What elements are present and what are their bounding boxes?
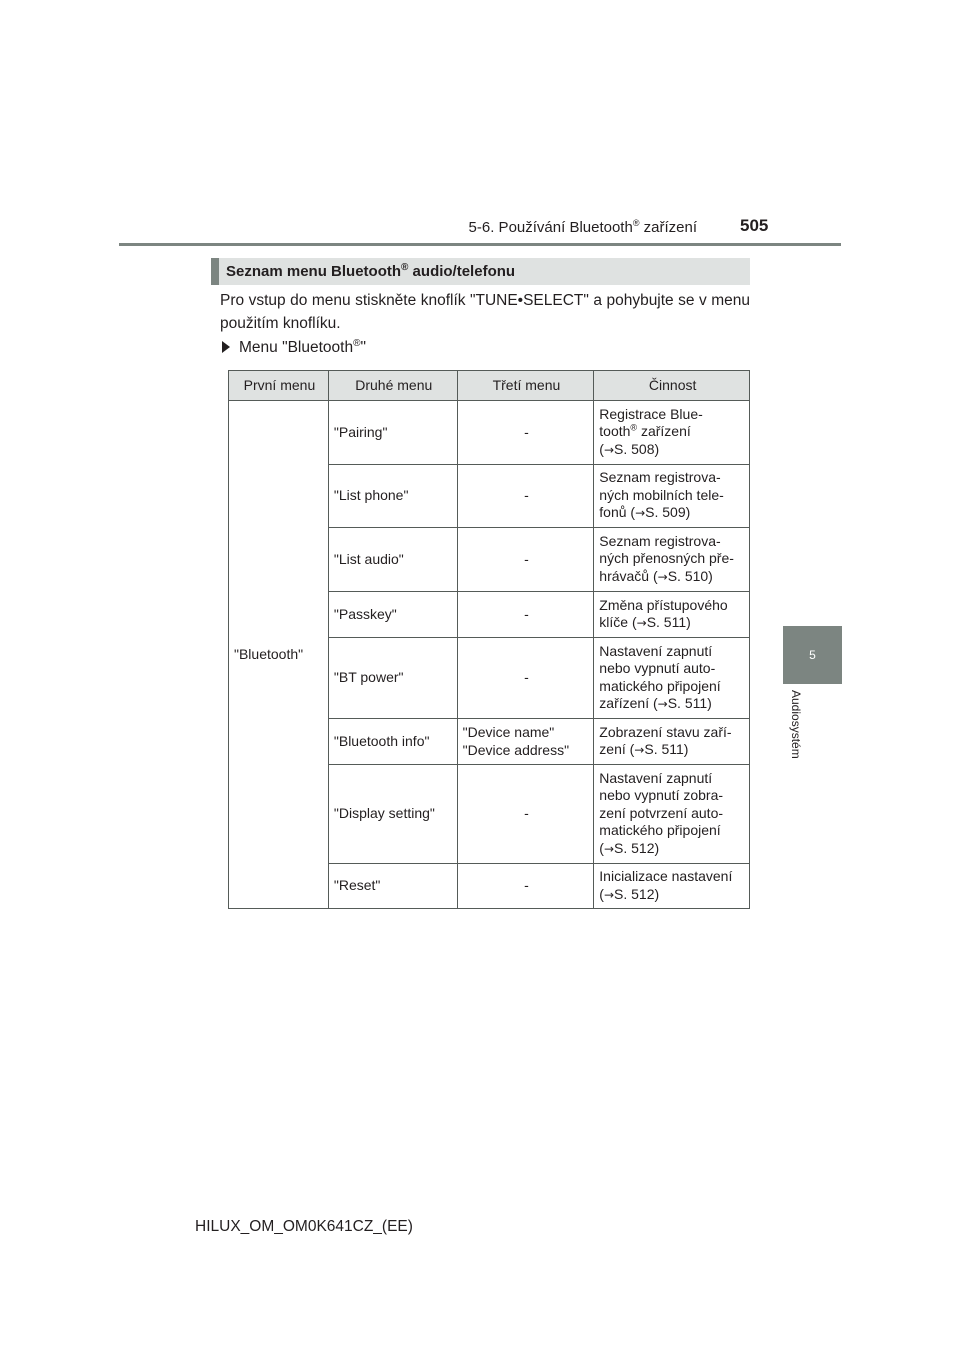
action-line: matického připojení	[599, 677, 721, 694]
action-line: Inicializace nastavení	[599, 868, 733, 884]
second-menu-cell: "Reset"	[328, 864, 457, 909]
arrow-icon: →	[603, 887, 615, 902]
action-line: Nastavení zapnutí	[599, 642, 713, 659]
action-line: Zobrazení stavu zaří-	[599, 723, 732, 740]
page-ref: S. 512)	[614, 839, 660, 856]
action-line: nebo vypnutí auto-	[599, 660, 716, 676]
arrow-icon: →	[603, 841, 615, 856]
second-menu-cell: "Display setting"	[328, 765, 457, 864]
table-header-row	[229, 371, 750, 401]
section-heading-text: 5-6. Používání Bluetooth	[468, 219, 633, 236]
section-heading-suffix: zařízení	[639, 219, 697, 236]
header-action: Činnost	[594, 371, 750, 401]
action-cell	[594, 864, 750, 909]
triangle-bullet-icon	[222, 341, 230, 353]
section-heading	[469, 218, 697, 236]
arrow-icon: →	[603, 442, 615, 457]
second-menu-cell: "List phone"	[328, 465, 457, 528]
bluetooth-menu-table	[228, 370, 750, 909]
table-row	[229, 401, 750, 465]
third-menu-cell: -	[457, 592, 594, 638]
action-line: matického připojení	[599, 822, 721, 839]
arrow-icon: →	[634, 743, 645, 757]
action-line: zení (	[599, 741, 635, 757]
page-ref: S. 509)	[645, 504, 691, 521]
registered-mark: ®	[632, 218, 640, 228]
arrow-icon: →	[635, 506, 646, 521]
action-cell	[594, 528, 750, 592]
third-menu-cell: -	[457, 765, 594, 864]
arrow-icon: →	[657, 569, 668, 584]
action-line: (	[599, 839, 604, 856]
chapter-label: Audiosystém	[789, 690, 803, 759]
page-ref: S. 512)	[614, 885, 660, 902]
action-line: Nastavení zapnutí	[599, 769, 713, 786]
action-cell: Registrace Blue- tooth® zařízení (→S. 508)	[594, 401, 750, 465]
bullet-suffix: "	[360, 339, 366, 356]
page-ref: S. 511)	[667, 695, 712, 711]
registered-mark: ®	[401, 262, 409, 273]
action-line: klíče (	[599, 614, 637, 630]
action-cell	[594, 465, 750, 528]
header-first-menu: První menu	[229, 371, 329, 401]
registered-mark: ®	[630, 422, 638, 433]
menu-bullet	[222, 337, 366, 359]
action-line: Registrace Blue-	[599, 405, 703, 422]
third-menu-cell	[457, 719, 594, 765]
third-menu-cell: -	[457, 465, 594, 528]
action-line: zení potvrzení auto-	[599, 804, 724, 821]
footer-doc-code: HILUX_OM_OM0K641CZ_(EE)	[195, 1218, 413, 1235]
page-ref: S. 508)	[614, 440, 660, 457]
action-line: (	[599, 885, 604, 902]
page-number: 505	[740, 216, 769, 235]
action-line: hrávačů (	[599, 567, 658, 584]
second-menu-cell: "BT power"	[328, 638, 457, 719]
third-menu-cell: -	[457, 528, 594, 592]
second-menu-cell: "Passkey"	[328, 592, 457, 638]
action-line: Seznam registrova-	[599, 532, 721, 549]
page-ref: S. 511)	[646, 614, 691, 630]
third-menu-line: "Device address"	[462, 741, 570, 758]
action-line: tooth	[599, 423, 631, 440]
action-line: Seznam registrova-	[599, 469, 721, 486]
registered-mark: ®	[353, 337, 361, 349]
arrow-icon: →	[636, 616, 647, 630]
chapter-tab: 5	[783, 626, 842, 684]
third-menu-cell: -	[457, 864, 594, 909]
bullet-text: Menu "Bluetooth	[239, 339, 354, 356]
header-third-menu: Třetí menu	[457, 371, 594, 401]
section-title-prefix: Seznam menu Bluetooth	[226, 263, 402, 280]
section-title-suffix: audio/telefonu	[408, 263, 516, 280]
action-cell	[594, 719, 750, 765]
action-cell	[594, 638, 750, 719]
first-menu-cell: "Bluetooth"	[229, 401, 329, 909]
page-ref: S. 511)	[644, 741, 689, 757]
arrow-icon: →	[657, 697, 668, 711]
section-title	[211, 258, 750, 285]
third-menu-cell: -	[457, 401, 594, 465]
action-line: ných mobilních tele-	[599, 486, 724, 503]
action-line: zařízení	[637, 423, 691, 440]
action-cell	[594, 765, 750, 864]
action-line: nebo vypnutí zobra-	[599, 787, 724, 804]
third-menu-line: "Device name"	[462, 724, 555, 740]
action-line: ných přenosných pře-	[599, 550, 734, 567]
second-menu-cell: "Pairing"	[328, 401, 457, 465]
page-ref: S. 510)	[667, 567, 713, 584]
second-menu-cell: "List audio"	[328, 528, 457, 592]
action-line: fonů (	[599, 504, 636, 521]
action-line: zařízení (	[599, 695, 658, 711]
intro-paragraph: Pro vstup do menu stiskněte knoflík "TUNE•SELECT" a pohybujte se v menu použitím knoflíku.	[220, 292, 750, 332]
action-cell	[594, 592, 750, 638]
header-second-menu: Druhé menu	[328, 371, 457, 401]
page-header	[0, 0, 960, 250]
third-menu-cell: -	[457, 638, 594, 719]
header-divider	[119, 243, 841, 246]
action-line: Změna přístupového	[599, 596, 728, 613]
second-menu-cell: "Bluetooth info"	[328, 719, 457, 765]
